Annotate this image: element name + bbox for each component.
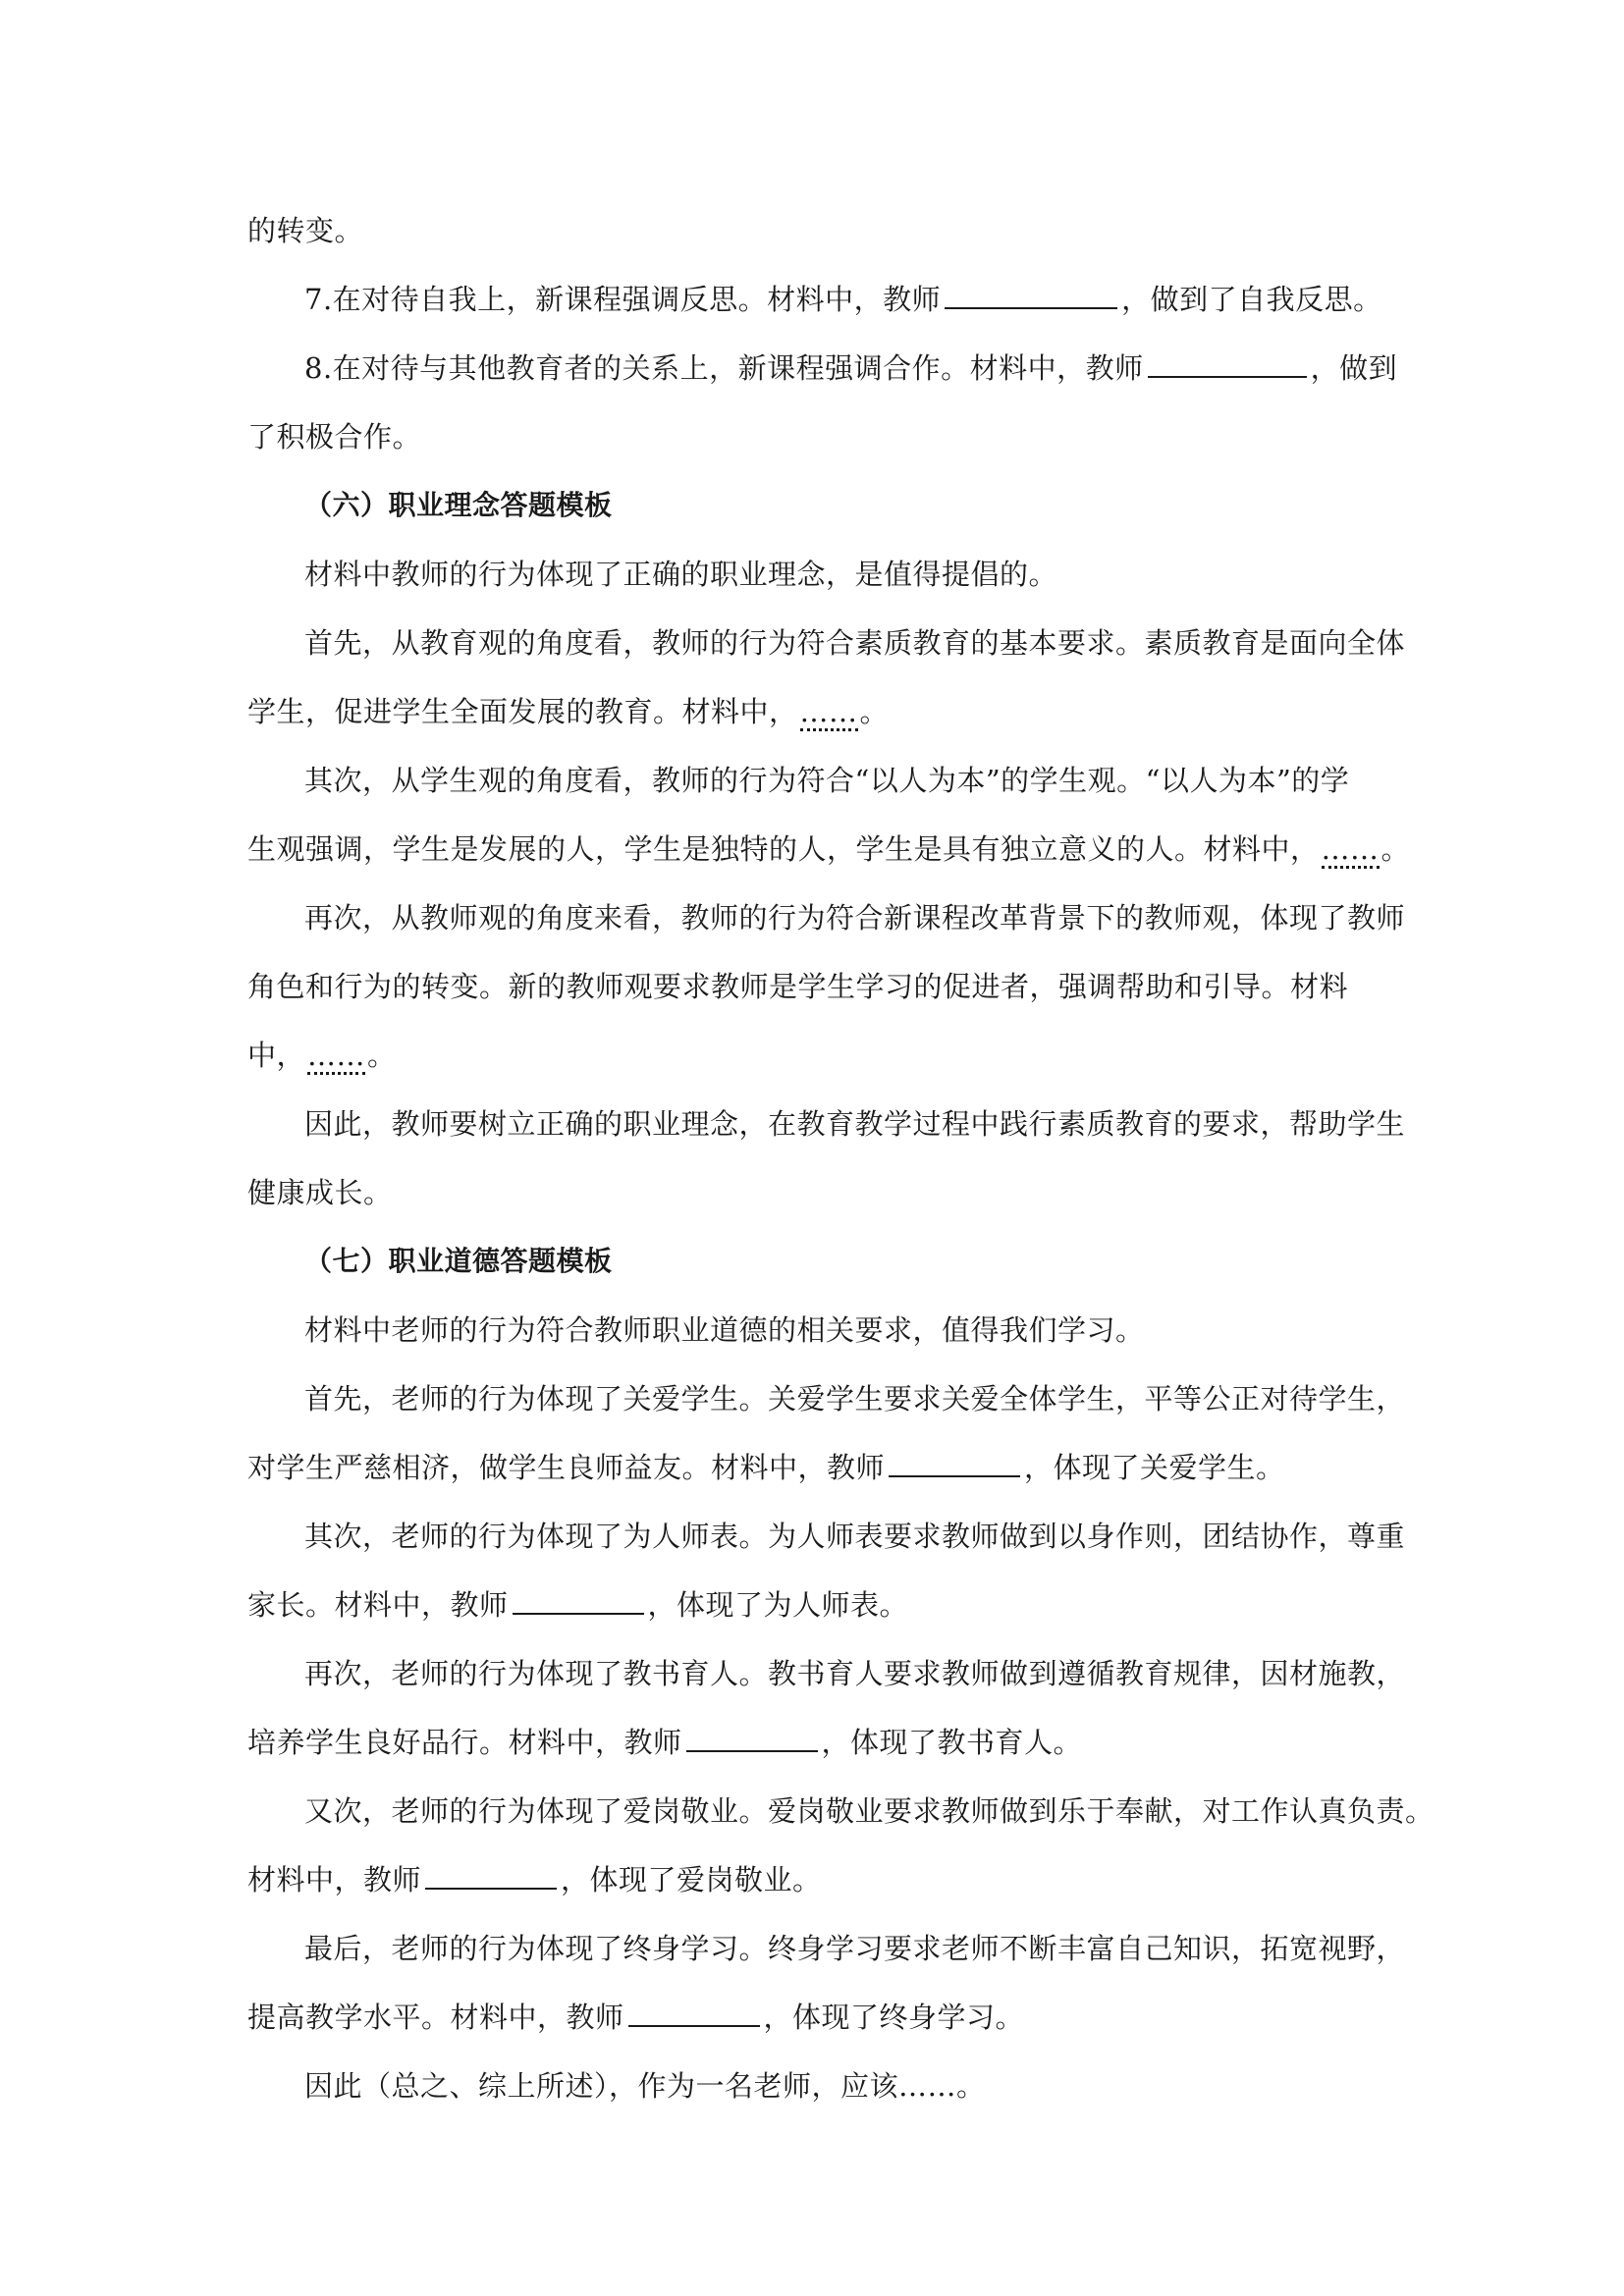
fill-in-blank: [945, 280, 1117, 309]
ellipsis-placeholder: ……: [800, 697, 858, 731]
paragraph-line: 再次，从教师观的角度来看，教师的行为符合新课程改革背景下的教师观，体现了教师: [304, 901, 1406, 934]
text: 。: [859, 695, 890, 728]
text: ，做到: [1310, 351, 1398, 385]
fill-in-blank: [1148, 348, 1307, 378]
paragraph-line: [247, 1845, 1386, 1914]
text: 对学生严慈相济，做学生良师益友。材料中，教师: [247, 1451, 886, 1484]
text: 。: [1380, 832, 1411, 866]
ellipsis-placeholder: ……: [1322, 834, 1380, 869]
text: 培养学生良好品行。材料中，教师: [247, 1726, 682, 1759]
text: 家长。材料中，教师: [247, 1588, 509, 1622]
fill-in-blank: [513, 1585, 644, 1615]
paragraph-line: 最后，老师的行为体现了终身学习。终身学习要求老师不断丰富自己知识，拓宽视野，: [304, 1932, 1406, 1965]
text: 生观强调，学生是发展的人，学生是独特的人，学生是具有独立意义的人。材料中，: [247, 832, 1320, 866]
paragraph-line: [247, 1571, 1386, 1639]
text: ，做到了自我反思。: [1121, 283, 1382, 316]
fill-in-blank: [628, 1998, 760, 2027]
paragraph-line: [247, 1021, 1386, 1090]
text: 的转变。: [247, 214, 364, 247]
paragraph-line: 又次，老师的行为体现了爱岗敬业。爱岗敬业要求教师做到乐于奉献，对工作认真负责。: [304, 1794, 1435, 1828]
document-page: [247, 196, 1435, 2120]
section-heading-7: （七）职业道德答题模板: [304, 1245, 613, 1277]
paragraph-line: 其次，老师的行为体现了为人师表。为人师表要求教师做到以身作则，团结协作，尊重: [304, 1520, 1406, 1553]
paragraph-line: [247, 1433, 1386, 1502]
paragraph-line: [247, 1708, 1386, 1777]
item-7: [247, 265, 1386, 334]
paragraph-line: 健康成长。: [247, 1176, 393, 1209]
fill-in-blank: [686, 1723, 818, 1752]
paragraph-conclusion: 因此（总之、综上所述），作为一名老师，应该……。: [304, 2069, 986, 2103]
item-8: [247, 334, 1398, 402]
text: ，体现了教书育人。: [821, 1726, 1083, 1759]
paragraph-line: 因此，教师要树立正确的职业理念，在教育教学过程中践行素质教育的要求，帮助学生: [304, 1107, 1406, 1141]
text: ，体现了为人师表。: [647, 1588, 909, 1622]
ellipsis-placeholder: ……: [307, 1041, 365, 1075]
text: 8.在对待与其他教育者的关系上，新课程强调合作。材料中，教师: [304, 351, 1144, 385]
paragraph-line: [247, 815, 1411, 883]
paragraph-line: 首先，老师的行为体现了关爱学生。关爱学生要求关爱全体学生，平等公正对待学生，: [304, 1382, 1406, 1415]
paragraph-line: 首先，从教育观的角度看，教师的行为符合素质教育的基本要求。素质教育是面向全体: [304, 626, 1406, 660]
paragraph-line: [247, 677, 1386, 746]
text: 中，: [247, 1039, 306, 1072]
text: 7.在对待自我上，新课程强调反思。材料中，教师: [304, 283, 942, 316]
fill-in-blank: [889, 1448, 1020, 1477]
text: 提高教学水平。材料中，教师: [247, 2001, 624, 2034]
text: 学生，促进学生全面发展的教育。材料中，: [247, 695, 798, 728]
text: 。: [367, 1039, 397, 1072]
text: ，体现了爱岗敬业。: [561, 1863, 822, 1896]
paragraph-line: [247, 196, 1386, 265]
fill-in-blank: [425, 1860, 557, 1890]
section-heading-6: （六）职业理念答题模板: [304, 489, 613, 521]
paragraph-line: 其次，从学生观的角度看，教师的行为符合“以人为本”的学生观。“以人为本”的学: [304, 764, 1350, 797]
paragraph-line: 再次，老师的行为体现了教书育人。教书育人要求教师做到遵循教育规律，因材施教，: [304, 1657, 1406, 1690]
paragraph-line: [247, 402, 1386, 471]
paragraph-line: 角色和行为的转变。新的教师观要求教师是学生学习的促进者，强调帮助和引导。材料: [247, 970, 1349, 1003]
text: 材料中，教师: [247, 1863, 422, 1896]
text: ，体现了终身学习。: [763, 2001, 1025, 2034]
paragraph-intro: 材料中教师的行为体现了正确的职业理念，是值得提倡的。: [304, 558, 1058, 591]
text: 了积极合作。: [247, 420, 422, 454]
paragraph-intro: 材料中老师的行为符合教师职业道德的相关要求，值得我们学习。: [304, 1313, 1145, 1347]
paragraph-line: [247, 1983, 1386, 2052]
text: ，体现了关爱学生。: [1024, 1451, 1285, 1484]
